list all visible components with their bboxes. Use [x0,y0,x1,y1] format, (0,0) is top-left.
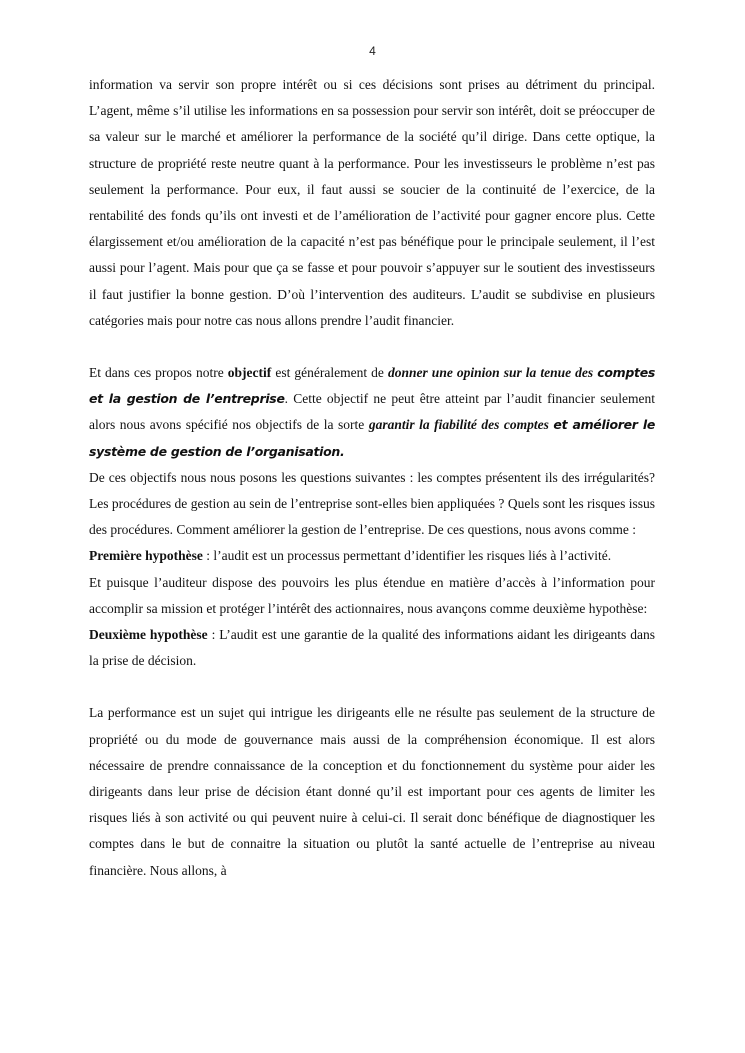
objective-emphasis-3: garantir la fiabilité des comptes [368,417,549,433]
page-body [89,72,655,884]
paragraph-auditor-powers: Et puisque l’auditeur dispose des pouvoirs les plus étendue en matière d’accès à l’information pour accomplir sa mission et protéger l’intérêt des actionnaires, nous avançons comme deuxième hypothèse: [89,574,655,616]
paragraph-performance: La performance est un sujet qui intrigue les dirigeants elle ne résulte pas seulement de la structure de propriété ou du mode de gouvernance mais aussi de la compréhension économique. Il est alors nécessaire de prendre connaissance de la conception et du fonctionnement du système pour aider les dirigeants dans leur prise de décision étant donné qu’il est important pour ces agents de limiter les risques liés à son activité ou qui peuvent nuire à celui-ci. Il serait donc bénéfique de diagnostiquer les comptes dans le but de connaitre la situation ou plutôt la santé actuelle de l’entreprise au niveau financière. Nous allons, à [89,705,655,878]
objective-emphasis-1: donner une opinion sur la tenue des [387,365,594,381]
paragraph-spacer [89,334,655,360]
hypothesis-2-text: : L’audit est une garantie de la qualité des informations aidant les dirigeants dans la prise de décision. [89,627,655,669]
hypothesis-1-label: Première hypothèse [89,548,203,564]
paragraph-agency: information va servir son propre intérêt ou si ces décisions sont prises au détriment du principal. L’agent, même s’il utilise les informations en sa possession pour servir son intérêt, doit se préoccuper de sa valeur sur le marché et améliorer la performance de la société qu’il dirige. Dans cette optique, la structure de propriété reste neutre quant à la performance. Pour les investisseurs le problème n’est pas seulement la performance. Pour eux, il faut aussi se soucier de la continuité de l’exercice, de la rentabilité des fonds qu’ils ont investi et de l’amélioration de l’activité pour gagner encore plus. Cette élargissement et/ou amélioration de la capacité n’est pas bénéfique pour le principale seulement, il l’est aussi pour l’agent. Mais pour que ça se fasse et pour pouvoir s’appuyer sur le soutient des investisseurs il faut justifier la bonne gestion. D’où l’intervention des auditeurs. L’audit se subdivise en plusieurs catégories mais pour notre cas nous allons prendre l’audit financier. [89,77,655,328]
paragraph-questions: De ces objectifs nous nous posons les questions suivantes : les comptes présentent ils des irrégularités? Les procédures de gestion au sein de l’entreprise sont-elles bien appliquées ? Quels sont les risques issus des procédures. Comment améliorer la gestion de l’entreprise. De ces questions, nous avons comme : [89,469,655,538]
hypothesis-1-text: : l’audit est un processus permettant d’identifier les risques liés à l’activité. [202,548,612,564]
hypothesis-2-label: Deuxième hypothèse [89,627,208,643]
page-number: 4 [369,44,376,58]
paragraph-objectives [89,360,655,465]
objective-keyword: objectif [227,365,272,381]
objective-emphasis-2: comptes et la gestion de l’entreprise [89,365,656,407]
objective-text-2: est généralement de [271,365,388,381]
objective-emphasis-4: et améliorer le système de gestion de l’organisation. [89,417,656,459]
objective-text-3: . Cette objectif ne peut être atteint par l’audit financier seulement alors nous avons spécifié nos objectifs de la sorte [89,391,655,433]
objective-text-1: Et dans ces propos notre [89,365,228,381]
paragraph-spacer [89,674,655,700]
hypothesis-2 [89,622,655,674]
hypothesis-1 [89,543,655,569]
